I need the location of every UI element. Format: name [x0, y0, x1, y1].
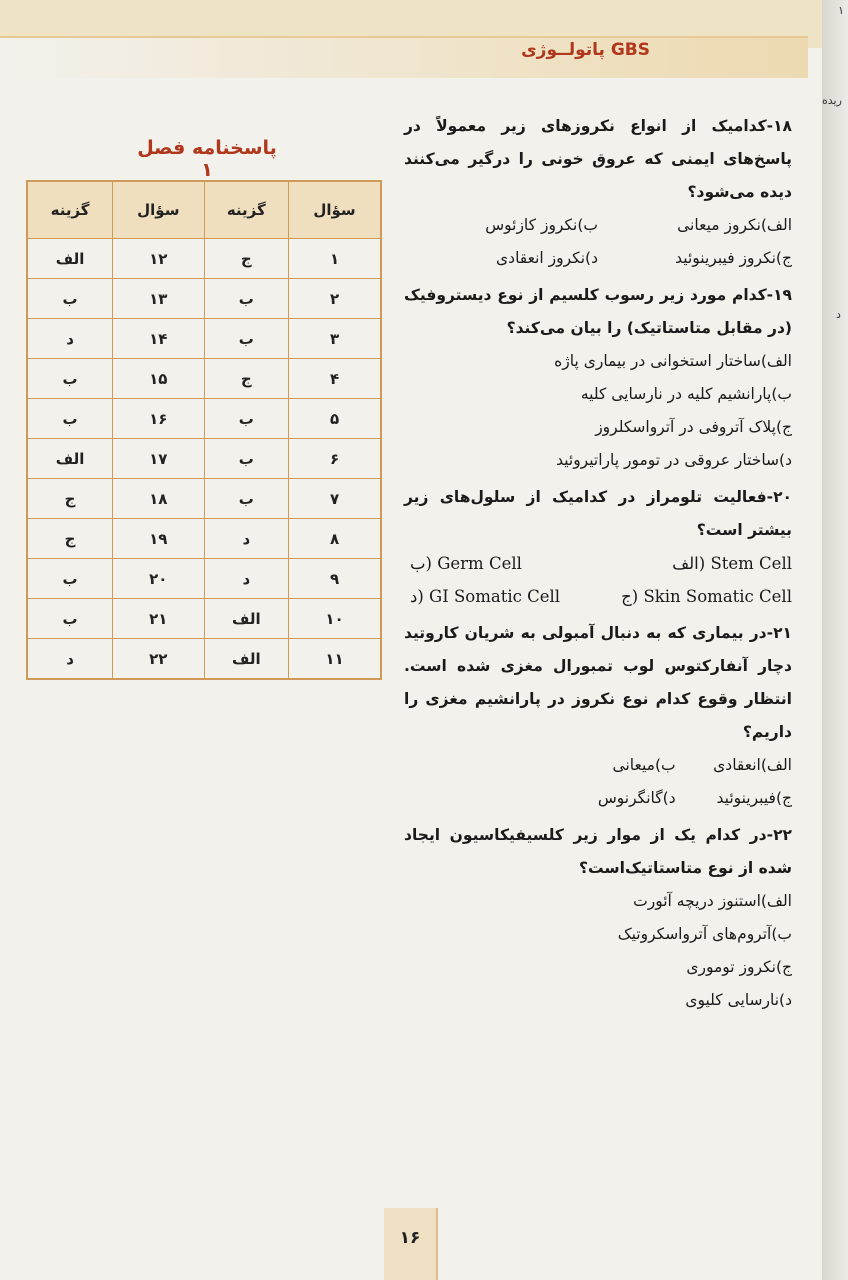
question-20 — [404, 481, 792, 613]
question-number-cell: ۱۴ — [113, 319, 204, 359]
adjacent-page-text-fragment: د — [836, 308, 841, 321]
option-row — [404, 209, 792, 242]
column-header-option: گزینه — [27, 181, 113, 239]
table-row — [27, 239, 381, 279]
question-number-cell: ۸ — [289, 519, 381, 559]
answer-option-cell: ب — [27, 399, 113, 439]
answer-option-cell: ب — [204, 319, 289, 359]
question-stem: ۲۱-در بیماری که به دنبال آمبولی به شریان کاروتید دچار آنفارکتوس لوب تمبورال مغزی شده است. انتظار وقوع کدام نوع نکروز در پارانشیم مغزی را داریم؟ — [404, 624, 792, 741]
answer-option-cell: ج — [204, 239, 289, 279]
option-b: ب) Germ Cell — [410, 554, 522, 573]
option-c: ج)پلاک آتروفی در آترواسکلروز — [595, 418, 792, 436]
option-b: ب)نکروز کازئوس — [485, 216, 598, 234]
option-c: ج) Skin Somatic Cell — [621, 587, 792, 606]
answer-option-cell: د — [27, 639, 113, 680]
answer-option-cell: الف — [204, 599, 289, 639]
adjacent-page-edge — [822, 0, 848, 1280]
question-number-cell: ۱۱ — [289, 639, 381, 680]
question-18 — [404, 110, 792, 275]
option-b: ب)میعانی — [612, 756, 676, 774]
question-number-cell: ۵ — [289, 399, 381, 439]
question-stem: ۲۲-در کدام یک از موار زیر کلسیفیکاسیون ایجاد شده از نوع متاستاتیک‌است؟ — [404, 826, 792, 877]
question-number-cell: ۴ — [289, 359, 381, 399]
table-row — [27, 439, 381, 479]
option-d: د) GI Somatic Cell — [410, 587, 561, 606]
question-19 — [404, 279, 792, 477]
questions-column — [404, 110, 792, 1021]
option-a: الف) Stem Cell — [672, 554, 792, 573]
option-row — [404, 547, 792, 580]
question-number-cell: ۷ — [289, 479, 381, 519]
table-row — [27, 559, 381, 599]
adjacent-page-text-fragment: ریده — [822, 94, 842, 107]
header-title: GBS پاتولــوژی — [521, 40, 650, 60]
answer-option-cell: ب — [204, 399, 289, 439]
question-number-cell: ۲ — [289, 279, 381, 319]
running-header — [0, 36, 808, 78]
answer-option-cell: ج — [27, 479, 113, 519]
question-number-cell: ۱۳ — [113, 279, 204, 319]
answer-option-cell: د — [27, 319, 113, 359]
question-number-cell: ۳ — [289, 319, 381, 359]
question-number-cell: ۶ — [289, 439, 381, 479]
answer-option-cell: الف — [27, 239, 113, 279]
question-number-cell: ۱۰ — [289, 599, 381, 639]
table-row — [27, 279, 381, 319]
option-d: د)ساختار عروقی در تومور پاراتیروئید — [556, 451, 792, 469]
answer-option-cell: د — [204, 559, 289, 599]
question-stem: ۱۹-کدام مورد زیر رسوب کلسیم از نوع دیستروفیک (در مقابل متاستاتیک) را بیان می‌کند؟ — [404, 286, 792, 337]
answer-option-cell: د — [204, 519, 289, 559]
option-a: الف)استنوز دریچه آئورت — [633, 892, 792, 910]
option-d: د)گانگرنوس — [597, 789, 676, 807]
question-stem: ۱۸-کدامیک از انواع نکروزهای زیر معمولاً در پاسخ‌های ایمنی که عروق خونی را درگیر می‌کنند دیده می‌شود؟ — [404, 117, 792, 201]
answer-option-cell: الف — [27, 439, 113, 479]
question-number-cell: ۱۸ — [113, 479, 204, 519]
question-number-cell: ۱ — [289, 239, 381, 279]
question-stem: ۲۰-فعالیت تلومراز در کدامیک از سلول‌های زیر بیشتر است؟ — [404, 488, 792, 539]
option-c: ج)نکروز توموری — [686, 958, 792, 976]
answer-option-cell: ب — [27, 559, 113, 599]
answer-option-cell: ب — [27, 279, 113, 319]
table-row — [27, 399, 381, 439]
answer-option-cell: ب — [27, 359, 113, 399]
table-row — [27, 519, 381, 559]
question-number-cell: ۱۵ — [113, 359, 204, 399]
question-number-cell: ۲۱ — [113, 599, 204, 639]
column-header-question: سؤال — [113, 181, 204, 239]
option-a: الف)ساختار استخوانی در بیماری پاژه — [554, 352, 792, 370]
page-number-divider — [436, 1208, 438, 1280]
adjacent-page-corner-text: ۱ — [838, 4, 844, 17]
page-number: ۱۶ — [399, 1228, 421, 1248]
answer-option-cell: الف — [204, 639, 289, 680]
question-number-cell: ۹ — [289, 559, 381, 599]
column-header-question: سؤال — [289, 181, 381, 239]
option-c: ج)نکروز فیبرینوئید — [675, 249, 792, 267]
column-header-option: گزینه — [204, 181, 289, 239]
answer-option-cell: ج — [27, 519, 113, 559]
question-number-cell: ۱۲ — [113, 239, 204, 279]
question-number-cell: ۲۰ — [113, 559, 204, 599]
option-d: د)نکروز انعقادی — [496, 249, 598, 267]
option-a: الف)نکروز میعانی — [677, 216, 792, 234]
question-number-cell: ۱۹ — [113, 519, 204, 559]
answer-key-table — [26, 180, 382, 680]
answer-option-cell: ب — [204, 279, 289, 319]
table-row — [27, 639, 381, 680]
table-row — [27, 479, 381, 519]
answer-option-cell: ب — [204, 479, 289, 519]
answer-key-header-row — [27, 181, 381, 239]
question-21 — [404, 617, 792, 815]
answer-option-cell: ب — [204, 439, 289, 479]
table-row — [27, 599, 381, 639]
table-row — [27, 359, 381, 399]
option-row — [404, 242, 792, 275]
option-row — [404, 749, 792, 782]
question-number-cell: ۱۶ — [113, 399, 204, 439]
question-number-cell: ۱۷ — [113, 439, 204, 479]
option-d: د)نارسایی کلیوی — [685, 991, 792, 1009]
option-row — [404, 580, 792, 613]
option-c: ج)فیبرینوئید — [716, 789, 792, 807]
question-22 — [404, 819, 792, 1017]
option-b: ب)آتروم‌های آترواسکروتیک — [617, 925, 792, 943]
question-number-cell: ۲۲ — [113, 639, 204, 680]
answer-option-cell: ج — [204, 359, 289, 399]
table-row — [27, 319, 381, 359]
answer-option-cell: ب — [27, 599, 113, 639]
option-a: الف)انعقادی — [713, 756, 792, 774]
answer-key-title: پاسخنامه فصل ۱ — [137, 137, 277, 181]
option-b: ب)پارانشیم کلیه در نارسایی کلیه — [580, 385, 792, 403]
option-row — [404, 782, 792, 815]
